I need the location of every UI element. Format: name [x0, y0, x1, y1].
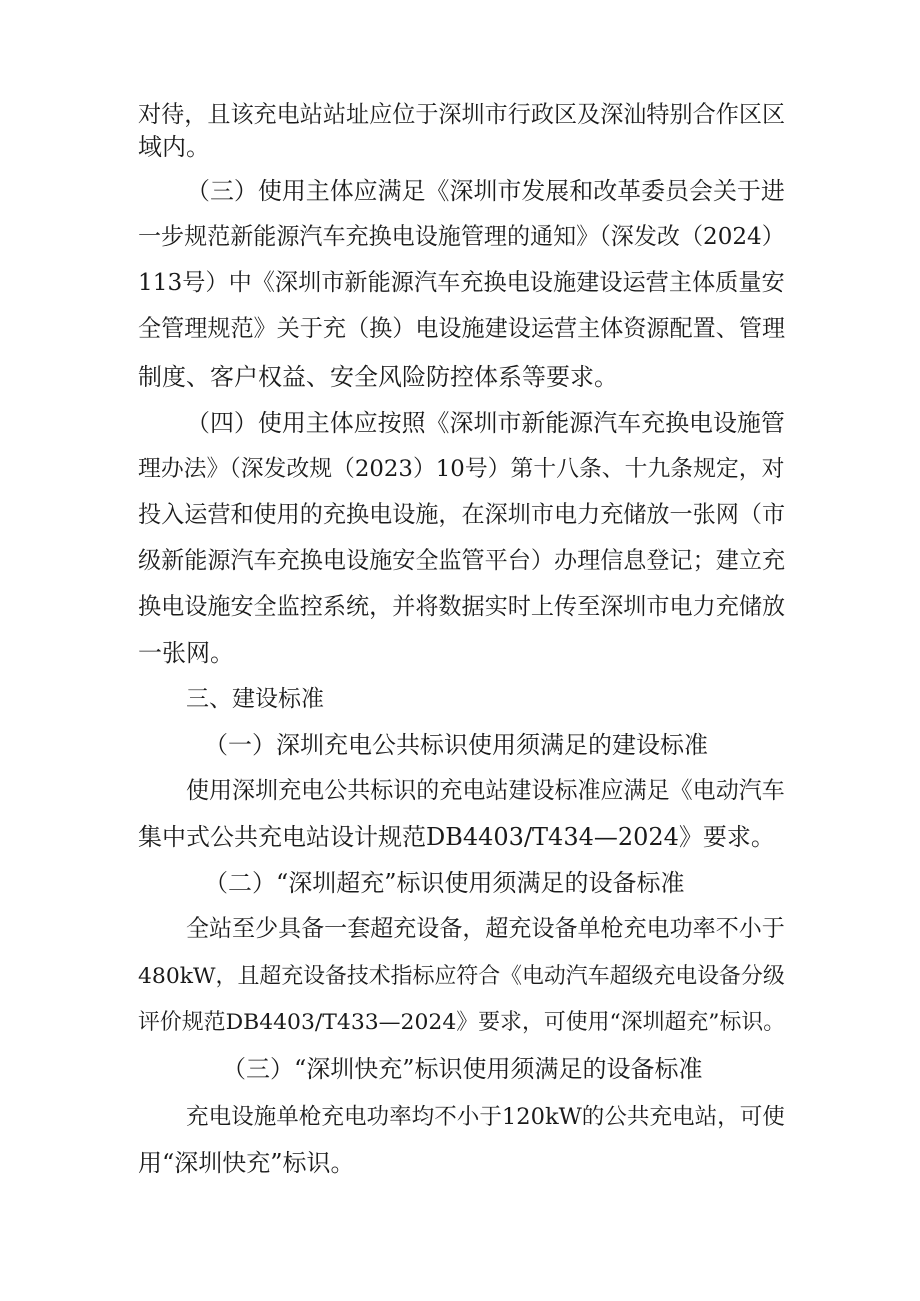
paragraph-line: 理办法》（深发改规（2023）10号）第十八条、十九条规定，对: [138, 456, 785, 482]
paragraph-line: 对待，且该充电站站址应位于深圳市行政区及深汕特别合作区区: [138, 102, 786, 128]
subsection-heading: （一）深圳充电公共标识使用须满足的建设标准: [204, 731, 708, 759]
paragraph-line: 集中式公共充电站设计规范DB4403/T434—2024》要求。: [138, 823, 775, 851]
paragraph-line: 使用深圳充电公共标识的充电站建设标准应满足《电动汽车: [186, 778, 785, 804]
subsection-heading: （二）“深圳超充”标识使用须满足的设备标准: [204, 869, 685, 897]
paragraph-line: 113号）中《深圳市新能源汽车充换电设施建设运营主体质量安: [138, 269, 785, 296]
paragraph-line: 一张网。: [138, 639, 234, 667]
paragraph-line: 投入运营和使用的充换电设施，在深圳市电力充储放一张网（市: [138, 502, 786, 528]
paragraph-line: 域内。: [138, 133, 210, 161]
paragraph-line: 全站至少具备一套超充设备，超充设备单枪充电功率不小于: [186, 916, 785, 942]
subsection-heading: （三）“深圳快充”标识使用须满足的设备标准: [222, 1055, 703, 1083]
paragraph-line: 级新能源汽车充换电设施安全监管平台）办理信息登记；建立充: [138, 548, 786, 574]
paragraph-line: （三）使用主体应满足《深圳市发展和改革委员会关于进: [186, 177, 785, 205]
paragraph-line: 制度、客户权益、安全风险防控体系等要求。: [138, 363, 618, 391]
paragraph-line: 用“深圳快充”标识。: [138, 1149, 355, 1177]
paragraph-line: 480kW，且超充设备技术指标应符合《电动汽车超级充电设备分级: [138, 964, 785, 989]
paragraph-line: 一步规范新能源汽车充换电设施管理的通知》（深发改（2024）: [138, 224, 785, 250]
paragraph-line: 充电设施单枪充电功率均不小于120kW的公共充电站，可使: [186, 1104, 785, 1130]
paragraph-line: 评价规范DB4403/T433—2024》要求，可使用“深圳超充”标识。: [138, 1010, 786, 1035]
paragraph-line: 换电设施安全监控系统，并将数据实时上传至深圳市电力充储放: [138, 594, 786, 620]
paragraph-line: 全管理规范》关于充（换）电设施建设运营主体资源配置、管理: [138, 316, 786, 342]
paragraph-line: （四）使用主体应按照《深圳市新能源汽车充换电设施管: [186, 409, 785, 437]
section-heading: 三、建设标准: [186, 686, 324, 712]
